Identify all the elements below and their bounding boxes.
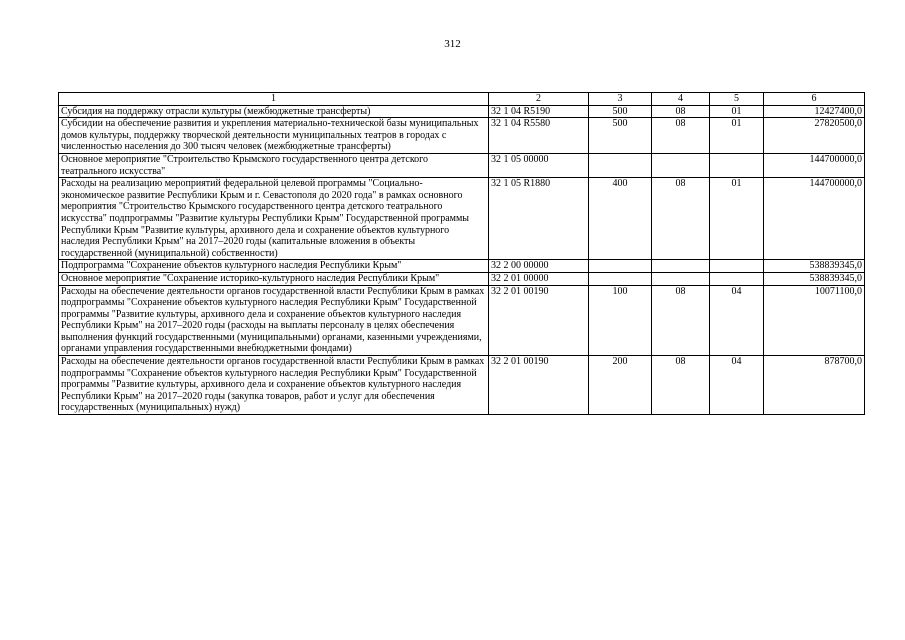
row-code-cell: 32 1 05 00000	[489, 153, 589, 177]
row-expense-type-cell	[589, 272, 652, 285]
row-amount-cell: 538839345,0	[764, 272, 865, 285]
row-code-cell: 32 2 01 00190	[489, 356, 589, 415]
row-name-cell: Расходы на обеспечение деятельности органов государственной власти Республики Крым в рамках подпрограммы "Сохранение объектов культурного наследия Республики Крым" Государственной программы "Развитие культуры, архивного дела и сохранение объектов культурного наследия Республики Крым" на 2017–2020 годы (расходы на выплаты персоналу в целях обеспечения выполнения функций государственными (муниципальными) органами, казенными учреждениями, органами управления государственными внебюджетными фондами)	[59, 285, 489, 356]
row-subsection-cell: 04	[710, 356, 764, 415]
row-expense-type-cell	[589, 260, 652, 273]
row-section-cell	[652, 153, 710, 177]
row-section-cell: 08	[652, 118, 710, 154]
row-code-cell: 32 2 01 00000	[489, 272, 589, 285]
row-expense-type-cell: 500	[589, 105, 652, 118]
table-row	[59, 118, 865, 154]
row-amount-cell: 10071100,0	[764, 285, 865, 356]
row-amount-cell: 538839345,0	[764, 260, 865, 273]
table-row	[59, 260, 865, 273]
row-name-cell: Подпрограмма "Сохранение объектов культурного наследия Республики Крым"	[59, 260, 489, 273]
row-expense-type-cell: 200	[589, 356, 652, 415]
row-amount-cell: 12427400,0	[764, 105, 865, 118]
row-name-cell: Расходы на обеспечение деятельности органов государственной власти Республики Крым в рамках подпрограммы "Сохранение объектов культурного наследия Республики Крым" Государственной программы "Развитие культуры, архивного дела и сохранение объектов культурного наследия Республики Крым" на 2017–2020 годы (закупка товаров, работ и услуг для обеспечения государственных (муниципальных) нужд)	[59, 356, 489, 415]
row-subsection-cell: 01	[710, 118, 764, 154]
row-section-cell: 08	[652, 356, 710, 415]
column-header: 3	[589, 93, 652, 106]
row-section-cell	[652, 260, 710, 273]
table-row	[59, 285, 865, 356]
row-section-cell: 08	[652, 285, 710, 356]
table-row	[59, 178, 865, 260]
row-expense-type-cell: 100	[589, 285, 652, 356]
table-row	[59, 356, 865, 415]
row-subsection-cell	[710, 272, 764, 285]
row-code-cell: 32 1 04 R5580	[489, 118, 589, 154]
row-name-cell: Основное мероприятие "Строительство Крымского государственного центра детского театрального искусства"	[59, 153, 489, 177]
row-name-cell: Расходы на реализацию мероприятий федеральной целевой программы "Социально-экономическое развитие Республики Крым и г. Севастополя до 2020 года" в рамках основного мероприятия "Строительство Крымского государственного центра детского театрального искусства" подпрограммы "Развитие культуры Республики Крым" Государственной программы Республики Крым "Развитие культуры, архивного дела и сохранение объектов культурного наследия Республики Крым" на 2017–2020 годы (капитальные вложения в объекты государственной (муниципальной) собственности)	[59, 178, 489, 260]
row-expense-type-cell	[589, 153, 652, 177]
row-amount-cell: 27820500,0	[764, 118, 865, 154]
row-name-cell: Субсидия на поддержку отрасли культуры (межбюджетные трансферты)	[59, 105, 489, 118]
table-row	[59, 153, 865, 177]
row-expense-type-cell: 500	[589, 118, 652, 154]
row-name-cell: Основное мероприятие "Сохранение историко-культурного наследия Республики Крым"	[59, 272, 489, 285]
row-subsection-cell	[710, 260, 764, 273]
column-header: 5	[710, 93, 764, 106]
table-header-row	[59, 93, 865, 106]
row-code-cell: 32 1 05 R1880	[489, 178, 589, 260]
column-header: 4	[652, 93, 710, 106]
row-section-cell: 08	[652, 178, 710, 260]
column-header: 1	[59, 93, 489, 106]
column-header: 6	[764, 93, 865, 106]
row-code-cell: 32 2 01 00190	[489, 285, 589, 356]
table-row	[59, 105, 865, 118]
row-amount-cell: 144700000,0	[764, 153, 865, 177]
row-subsection-cell	[710, 153, 764, 177]
row-expense-type-cell: 400	[589, 178, 652, 260]
row-amount-cell: 144700000,0	[764, 178, 865, 260]
row-subsection-cell: 01	[710, 105, 764, 118]
row-code-cell: 32 1 04 R5190	[489, 105, 589, 118]
budget-table	[58, 92, 865, 415]
table-body	[59, 93, 865, 415]
row-section-cell	[652, 272, 710, 285]
row-code-cell: 32 2 00 00000	[489, 260, 589, 273]
page-number: 312	[444, 38, 461, 50]
row-subsection-cell: 04	[710, 285, 764, 356]
row-section-cell: 08	[652, 105, 710, 118]
column-header: 2	[489, 93, 589, 106]
table-row	[59, 272, 865, 285]
row-subsection-cell: 01	[710, 178, 764, 260]
row-amount-cell: 878700,0	[764, 356, 865, 415]
row-name-cell: Субсидии на обеспечение развития и укрепления материально-технической базы муниципальных домов культуры, поддержку творческой деятельности муниципальных театров в городах с численностью населения до 300 тысяч человек (межбюджетные трансферты)	[59, 118, 489, 154]
